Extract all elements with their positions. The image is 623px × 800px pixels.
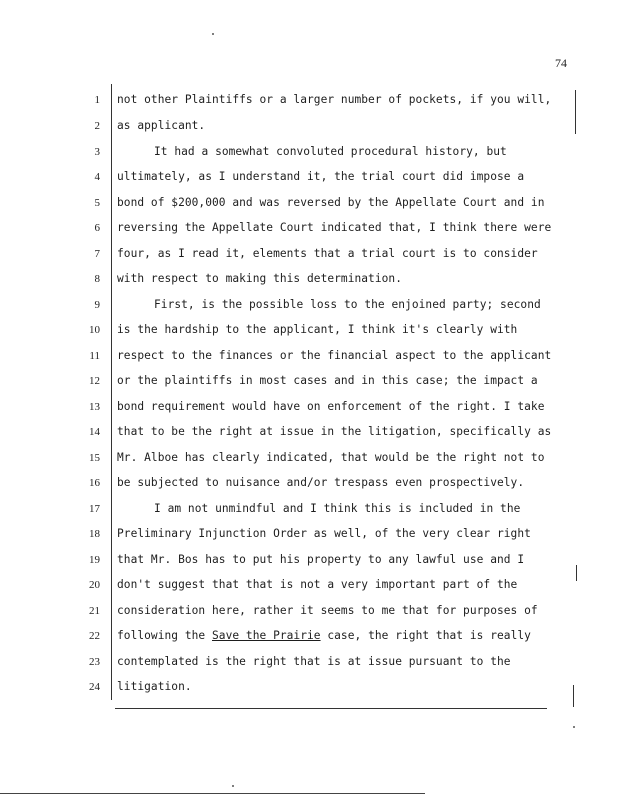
line-number: 15 bbox=[89, 452, 100, 464]
line-number: 20 bbox=[89, 579, 100, 591]
transcript-line: that Mr. Bos has to put his property to any lawful use and I bbox=[117, 553, 525, 566]
line-number: 6 bbox=[94, 222, 100, 234]
line-number: 10 bbox=[89, 324, 100, 336]
line-text-before: following the bbox=[117, 629, 212, 642]
transcript-line: respect to the finances or the financial aspect to the applicant bbox=[117, 349, 552, 362]
transcript-line: reversing the Appellate Court indicated that, I think there were bbox=[117, 221, 552, 234]
line-number: 5 bbox=[94, 197, 100, 209]
transcript-line: not other Plaintiffs or a larger number of pockets, if you will, bbox=[117, 93, 552, 106]
transcript-line: contemplated is the right that is at issue pursuant to the bbox=[117, 655, 511, 668]
transcript-line: bond requirement would have on enforcement of the right. I take bbox=[117, 400, 545, 413]
transcript-line: as applicant. bbox=[117, 119, 206, 132]
line-number: 7 bbox=[94, 248, 100, 260]
transcript-line: Mr. Alboe has clearly indicated, that would be the right not to bbox=[117, 451, 545, 464]
line-number: 8 bbox=[94, 273, 100, 285]
page-number: 74 bbox=[555, 56, 567, 70]
line-number: 18 bbox=[89, 528, 100, 540]
transcript-line: ultimately, as I understand it, the trial court did impose a bbox=[117, 170, 525, 183]
transcript-line: four, as I read it, elements that a trial court is to consider bbox=[117, 247, 538, 260]
line-text-after: case, the right that is really bbox=[320, 629, 531, 642]
scan-speck bbox=[573, 726, 575, 728]
right-margin-mark bbox=[575, 90, 576, 134]
line-number: 23 bbox=[89, 656, 100, 668]
scan-speck bbox=[212, 33, 214, 35]
right-margin-mark bbox=[573, 685, 574, 707]
transcript-line: I am not unmindful and I think this is included in the bbox=[154, 502, 521, 515]
line-number: 22 bbox=[89, 630, 100, 642]
line-number: 24 bbox=[89, 681, 100, 693]
line-number: 17 bbox=[89, 503, 100, 515]
line-number: 21 bbox=[89, 605, 100, 617]
line-number: 16 bbox=[89, 477, 100, 489]
line-number: 13 bbox=[89, 401, 100, 413]
transcript-line: Preliminary Injunction Order as well, of the very clear right bbox=[117, 527, 531, 540]
line-number: 1 bbox=[94, 94, 100, 106]
transcript-line: First, is the possible loss to the enjoined party; second bbox=[154, 298, 541, 311]
transcript-line: be subjected to nuisance and/or trespass even prospectively. bbox=[117, 476, 525, 489]
transcript-line: that to be the right at issue in the litigation, specifically as bbox=[117, 425, 552, 438]
transcript-line: is the hardship to the applicant, I think it's clearly with bbox=[117, 323, 518, 336]
line-number: 2 bbox=[94, 120, 100, 132]
footer-rule bbox=[0, 793, 425, 794]
bottom-rule bbox=[115, 708, 547, 709]
line-number: 14 bbox=[89, 426, 100, 438]
line-number: 11 bbox=[89, 350, 100, 362]
line-number: 4 bbox=[94, 171, 100, 183]
line-number: 19 bbox=[89, 554, 100, 566]
scan-speck bbox=[232, 785, 234, 787]
right-margin-mark bbox=[576, 565, 577, 581]
transcript-line: don't suggest that that is not a very important part of the bbox=[117, 578, 518, 591]
line-number: 12 bbox=[89, 375, 100, 387]
transcript-line: consideration here, rather it seems to me that for purposes of bbox=[117, 604, 538, 617]
transcript-line: litigation. bbox=[117, 680, 192, 693]
left-margin-rule bbox=[111, 84, 112, 700]
line-number: 9 bbox=[94, 299, 100, 311]
transcript-line: bond of $200,000 and was reversed by the Appellate Court and in bbox=[117, 196, 545, 209]
transcript-line: with respect to making this determination. bbox=[117, 272, 402, 285]
case-name-underlined: Save the Prairie bbox=[212, 629, 321, 642]
transcript-line bbox=[117, 629, 531, 642]
transcript-line: It had a somewhat convoluted procedural history, but bbox=[154, 145, 507, 158]
line-number: 3 bbox=[94, 146, 100, 158]
transcript-line: or the plaintiffs in most cases and in this case; the impact a bbox=[117, 374, 538, 387]
